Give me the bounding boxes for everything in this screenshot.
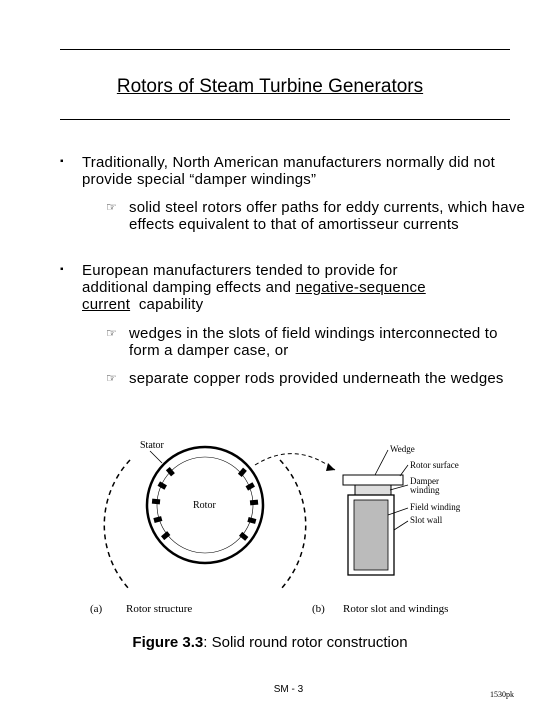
bullet-text-line: European manufacturers tended to provide for <box>82 262 398 279</box>
stator-outline <box>104 460 305 590</box>
top-rule <box>60 49 510 50</box>
pointing-hand-icon: ☞ <box>106 371 117 385</box>
sub-bullet-text: wedges in the slots of field windings interconnected to form a damper case, or <box>129 325 498 359</box>
figure-caption <box>0 634 540 651</box>
panel-a-caption: Rotor structure <box>126 603 193 615</box>
bullet-text-line: capability <box>130 296 204 313</box>
figure-caption-text: : Solid round rotor construction <box>203 634 408 651</box>
slot-detail <box>343 475 403 575</box>
panel-a-letter: (a) <box>90 603 103 615</box>
bullet-text-line: additional damping effects and <box>82 279 296 296</box>
svg-text:Field winding: Field winding <box>410 502 461 512</box>
stator-label: Stator <box>140 440 164 451</box>
underlined-term: current <box>82 296 131 313</box>
panel-b-caption: Rotor slot and windings <box>343 603 449 615</box>
bullet-marker: ▪ <box>60 264 64 275</box>
rotor-label: Rotor <box>193 500 216 511</box>
svg-text:Wedge: Wedge <box>390 444 415 454</box>
zoom-arrowhead <box>326 463 335 471</box>
svg-text:Rotor surface: Rotor surface <box>410 460 459 470</box>
title-rule <box>60 119 510 120</box>
figure-caption-bold: Figure 3.3 <box>132 634 204 651</box>
sub-bullet-text: separate copper rods provided underneath the wedges <box>129 370 504 387</box>
svg-text:Damper: Damper <box>410 476 439 486</box>
underlined-term: negative-sequence <box>295 279 426 296</box>
bullet-text: Traditionally, North American manufacturers normally did not provide special “damper windings” <box>82 154 496 188</box>
bullet-text <box>82 262 522 313</box>
panel-b-letter: (b) <box>312 603 325 615</box>
pointing-hand-icon: ☞ <box>106 200 117 214</box>
zoom-pointer <box>255 454 335 470</box>
svg-text:Slot wall: Slot wall <box>410 515 443 525</box>
page-number: SM - 3 <box>273 684 304 695</box>
svg-text:winding: winding <box>410 485 440 495</box>
footer-code: 1530pk <box>490 690 514 699</box>
page-title: Rotors of Steam Turbine Generators <box>116 76 424 97</box>
rotor-construction-figure <box>80 430 480 620</box>
pointing-hand-icon: ☞ <box>106 326 117 340</box>
sub-bullet-text: solid steel rotors offer paths for eddy currents, which have effects equivalent to that of amortisseur currents <box>129 199 526 233</box>
stator-pointer <box>150 451 162 463</box>
bullet-marker: ▪ <box>60 156 64 167</box>
